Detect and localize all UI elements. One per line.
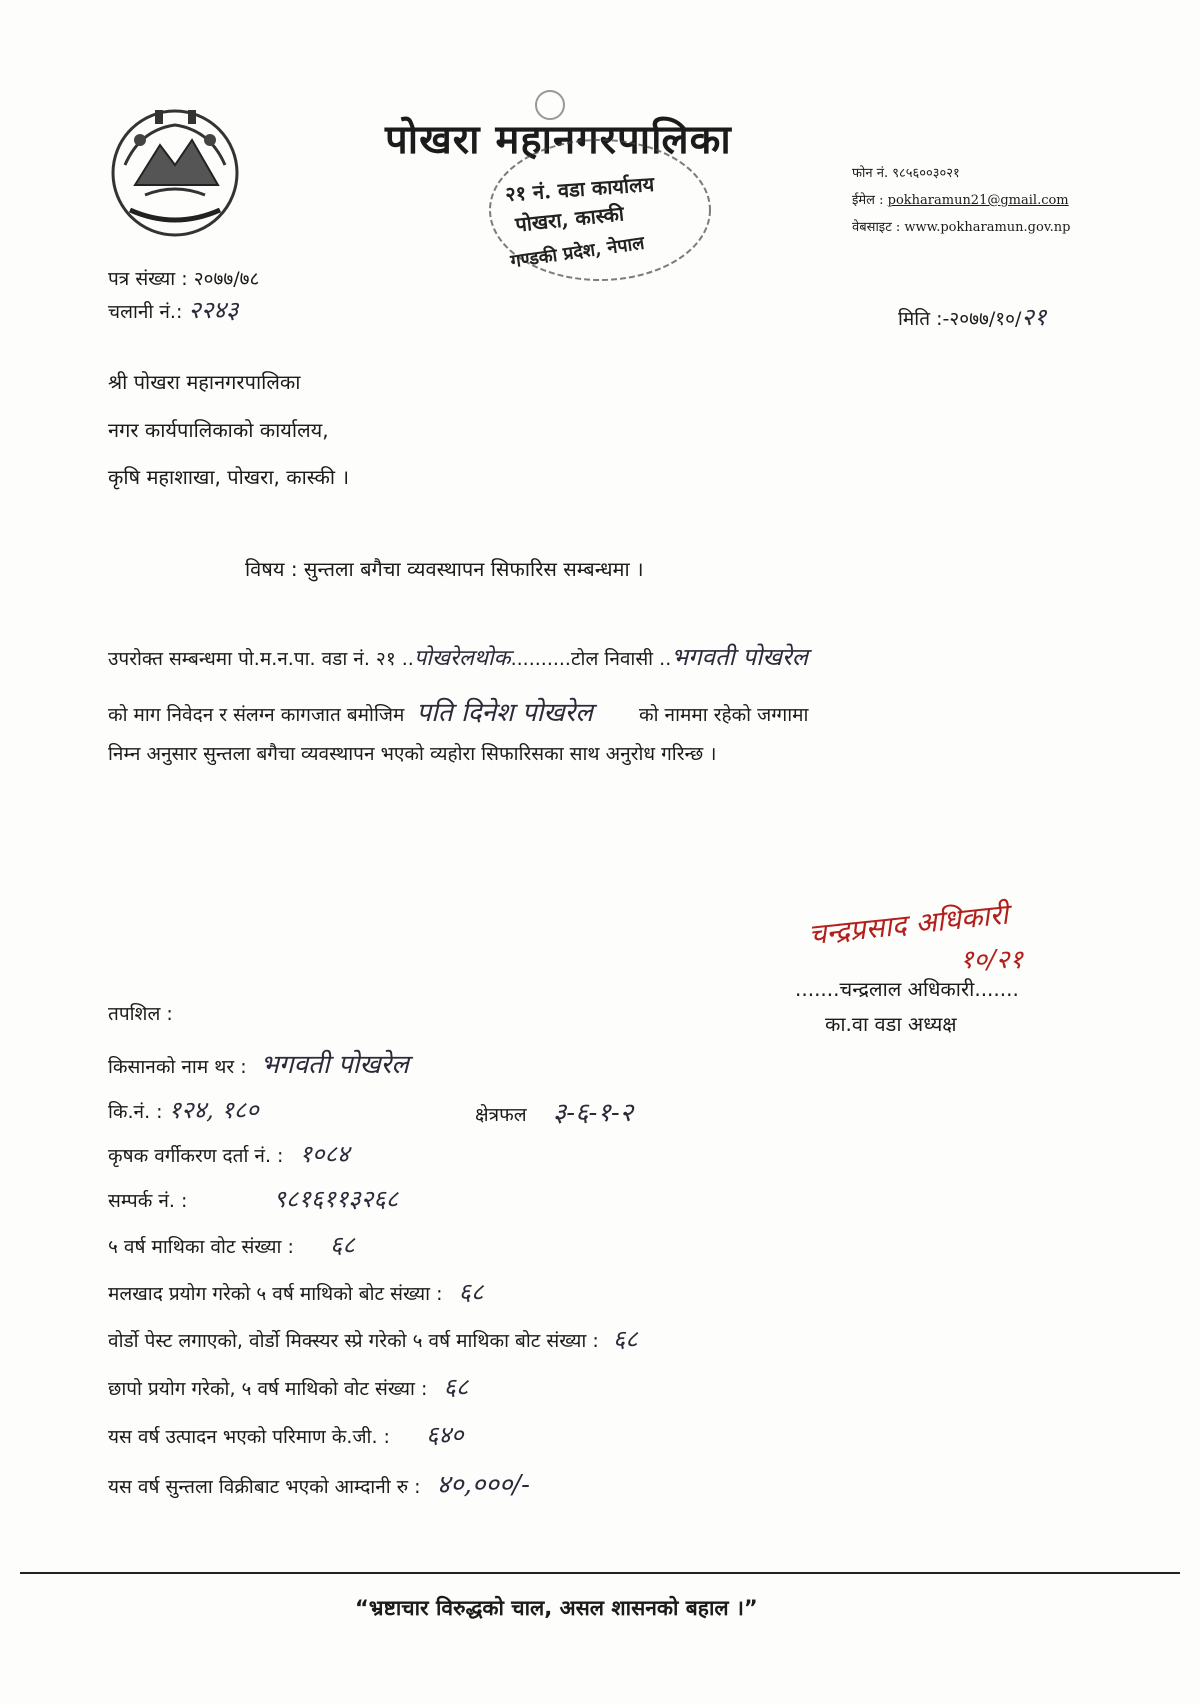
registration-row <box>108 1137 349 1170</box>
recipient-line-3: कृषि महाशाखा, पोखरा, कास्की । <box>108 465 350 489</box>
area-label: क्षेत्रफल <box>475 1104 527 1126</box>
farmer-name-row <box>108 1045 409 1081</box>
footer-slogan: “भ्रष्टाचार विरुद्धको चाल, असल शासनको बहाल ।” <box>355 1596 758 1620</box>
income-row <box>108 1465 530 1501</box>
trees-row <box>108 1228 355 1261</box>
trees-label: ५ वर्ष माथिका वोट संख्या : <box>108 1236 294 1258</box>
signature-date: १०/२१ <box>960 945 1023 975</box>
body-text-2b: को नाममा रहेको जग्गामा <box>639 704 809 726</box>
registration-value: १०८४ <box>299 1140 350 1168</box>
production-value: ६४० <box>426 1421 464 1449</box>
area-value: ३-६-१-२ <box>552 1098 634 1128</box>
red-signature: चन्द्रप्रसाद अधिकारी <box>806 897 1010 952</box>
body-paragraph-line-2 <box>108 693 808 729</box>
email-line <box>852 190 1069 208</box>
body-text-1a: उपरोक्त सम्बन्धमा पो.म.न.पा. वडा नं. २१ .. <box>108 648 414 670</box>
recipient-line-2: नगर कार्यपालिकाको कार्यालय, <box>108 418 329 442</box>
manure-row <box>108 1275 484 1308</box>
date-value: २१ <box>1021 303 1047 331</box>
farmer-name-label: किसानको नाम थर : <box>108 1056 247 1078</box>
area-row <box>475 1093 633 1129</box>
footer-divider <box>20 1572 1180 1574</box>
phone-number: फोन नं. ९८५६००३०२१ <box>852 166 960 181</box>
letter-date <box>898 300 1046 333</box>
bordeaux-label: वोर्डो पेस्ट लगाएको, वोर्डो मिक्स्यर स्प्रे गरेको ५ वर्ष माथिका बोट संख्या : <box>108 1330 599 1352</box>
chhapo-row <box>108 1370 468 1403</box>
signatory-name-text: चन्द्रलाल अधिकारी <box>839 977 975 1001</box>
letter-number: पत्र संख्या : २०७७/७८ <box>108 268 260 290</box>
letter-subject: विषय : सुन्तला बगैचा व्यवस्थापन सिफारिस सम्बन्धमा । <box>245 557 644 581</box>
body-paragraph-line-3: निम्न अनुसार सुन्तला बगैचा व्यवस्थापन भएको व्यहोरा सिफारिसका साथ अनुरोध गरिन्छ । <box>108 743 717 765</box>
website-line: वेबसाइट : www.pokharamun.gov.np <box>852 220 1071 235</box>
contact-row <box>108 1182 398 1215</box>
resident-name-handwritten: भगवती पोखरेल <box>671 643 809 671</box>
contact-value: ९८१६११३२६८ <box>273 1185 399 1213</box>
bordeaux-value: ६८ <box>612 1325 638 1353</box>
signatory-name: .......चन्द्रलाल अधिकारी....... <box>795 977 1019 1001</box>
husband-name-handwritten: पति दिनेश पोखरेल <box>416 698 593 728</box>
recipient-line-1: श्री पोखरा महानगरपालिका <box>108 370 301 394</box>
body-text-2a: को माग निवेदन र संलग्न कागजात बमोजिम <box>108 704 405 726</box>
production-label: यस वर्ष उत्पादन भएको परिमाण के.जी. : <box>108 1426 390 1448</box>
farmer-name-value: भगवती पोखरेल <box>260 1050 409 1080</box>
municipality-title: पोखरा महानगरपालिका <box>385 116 732 163</box>
manure-value: ६८ <box>458 1278 484 1306</box>
details-heading: तपशिल : <box>108 1003 173 1025</box>
signatory-designation: का.वा वडा अध्यक्ष <box>825 1012 957 1036</box>
trees-value: ६८ <box>329 1231 355 1259</box>
email-link[interactable]: pokharamun21@gmail.com <box>887 193 1069 208</box>
tole-handwritten: पोखरेलथोक <box>413 646 511 671</box>
dispatch-value: २२४३ <box>188 296 239 324</box>
stamp-line-3: गण्डकी प्रदेश, नेपाल <box>509 232 646 273</box>
chhapo-label: छापो प्रयोग गरेको, ५ वर्ष माथिको वोट संख्या : <box>108 1378 428 1400</box>
chhapo-value: ६८ <box>443 1373 469 1401</box>
dispatch-label: चलानी नं.: <box>108 301 183 323</box>
contact-label: सम्पर्क नं. : <box>108 1190 188 1212</box>
production-row <box>108 1418 463 1451</box>
nepal-emblem-icon <box>100 95 250 245</box>
body-text-1b: ..........टोल निवासी .. <box>510 648 672 670</box>
registration-label: कृषक वर्गीकरण दर्ता नं. : <box>108 1145 284 1167</box>
plot-value: १२४, १८० <box>168 1096 259 1124</box>
email-label: ईमेल : <box>852 193 888 208</box>
stamp-line-2: पोखरा, कास्की <box>514 201 626 237</box>
body-paragraph-line-1 <box>108 640 808 673</box>
income-value: ४०,०००/- <box>436 1470 530 1500</box>
income-label: यस वर्ष सुन्तला विक्रीबाट भएको आम्दानी रु : <box>108 1476 421 1498</box>
dispatch-number <box>108 293 238 326</box>
office-stamp <box>470 80 730 300</box>
date-label: मिति :-२०७७/१०/ <box>898 308 1022 330</box>
plot-label: कि.नं. : <box>108 1101 163 1123</box>
plot-row <box>108 1093 259 1126</box>
bordeaux-row <box>108 1322 638 1355</box>
manure-label: मलखाद प्रयोग गरेको ५ वर्ष माथिको बोट संख्या : <box>108 1283 443 1305</box>
stamp-line-1: २१ नं. वडा कार्यालय <box>504 171 655 207</box>
